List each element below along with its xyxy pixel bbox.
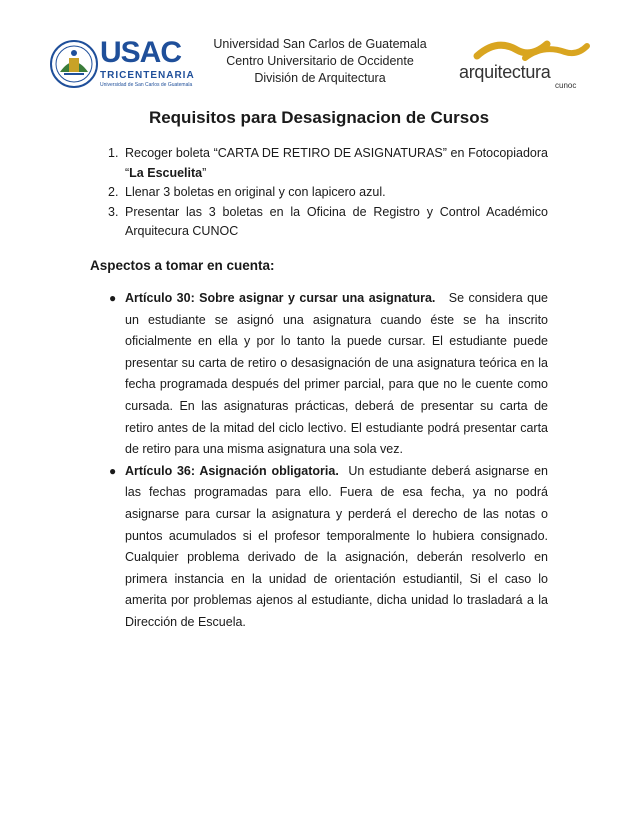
article-title: Artículo 30: Sobre asignar y cursar una asignatura.: [125, 291, 436, 305]
header-line-division: División de Arquitectura: [254, 71, 386, 85]
bullet-icon: ●: [109, 291, 117, 305]
usac-logo-name: USAC: [100, 36, 182, 69]
step-text: Llenar 3 boletas en original y con lapicero azul.: [125, 185, 386, 200]
arquitectura-logo-subtitle: cunoc: [555, 81, 577, 90]
article-title: Artículo 36: Asignación obligatoria.: [125, 463, 339, 478]
usac-logo-subtitle: TRICENTENARIA: [100, 70, 195, 81]
step-text-bold: La Escuelita: [129, 165, 203, 180]
header-line-center: Centro Universitario de Occidente: [226, 54, 414, 68]
usac-seal-icon: [50, 38, 98, 90]
article-text: Se considera que un estudiante se asignó una asignatura cuando éste se ha inscrito oficialmente en ella y por lo tanto la puede cursar. El estudiante puede presentar su carta de retiro o desasignación de una asignatura teórica en la fecha programada después del primer parcial, para que no le cuente como cursada. En las asignaturas prácticas, deberá de presentar su carta de retiro antes de la mitad del ciclo lectivo. El estudiante podrá presentar carta de retiro para una misma asignatura una sola vez.: [125, 291, 549, 457]
page-title: Requisitos para Desasignacion de Cursos: [148, 108, 490, 127]
step-number: 3.: [108, 204, 119, 219]
arquitectura-logo-name: arquitectura: [459, 62, 551, 82]
list-item: [108, 144, 548, 183]
list-item: [108, 183, 548, 203]
step-text-end: ”: [202, 165, 207, 180]
usac-logo: [50, 36, 195, 94]
steps-list: [108, 144, 548, 242]
arquitectura-logo: [455, 36, 595, 92]
list-item: [108, 461, 548, 634]
arquitectura-wave-icon: [455, 36, 595, 64]
institution-header: [190, 36, 450, 87]
list-item: [108, 203, 548, 242]
aspects-list: [108, 288, 548, 634]
step-text: Presentar las 3 boletas en la Oficina de Registro y Control Académico Arquitecura CUNOC: [125, 204, 548, 239]
bullet-icon: ●: [109, 463, 117, 478]
header-line-university: Universidad San Carlos de Guatemala: [213, 37, 427, 51]
aspects-heading: Aspectos a tomar en cuenta:: [90, 258, 275, 273]
step-number: 1.: [108, 146, 119, 160]
article-text: Un estudiante deberá asignarse en las fechas programadas para ello. Fuera de esa fecha, ya no podrá asignarse para cursar la asignatura y perderá el derecho de las notas o puntos acumulados si el profesor temporalmente lo hubiera consignado. Cualquier problema derivado de la asignación, deberán resolverlo en primera instancia en la unidad de orientación estudiantil, Si el caso lo amerita por problemas ajenos al estudiante, dicha unidad lo trasladará a la Dirección de Escuela.: [125, 463, 548, 629]
step-number: 2.: [108, 185, 119, 200]
usac-logo-tagline: Universidad de San Carlos de Guatemala: [100, 82, 193, 88]
step-text: Recoger boleta “CARTA DE RETIRO DE ASIGNATURAS” en Fotocopiadora “: [125, 146, 548, 180]
list-item: [108, 288, 548, 461]
